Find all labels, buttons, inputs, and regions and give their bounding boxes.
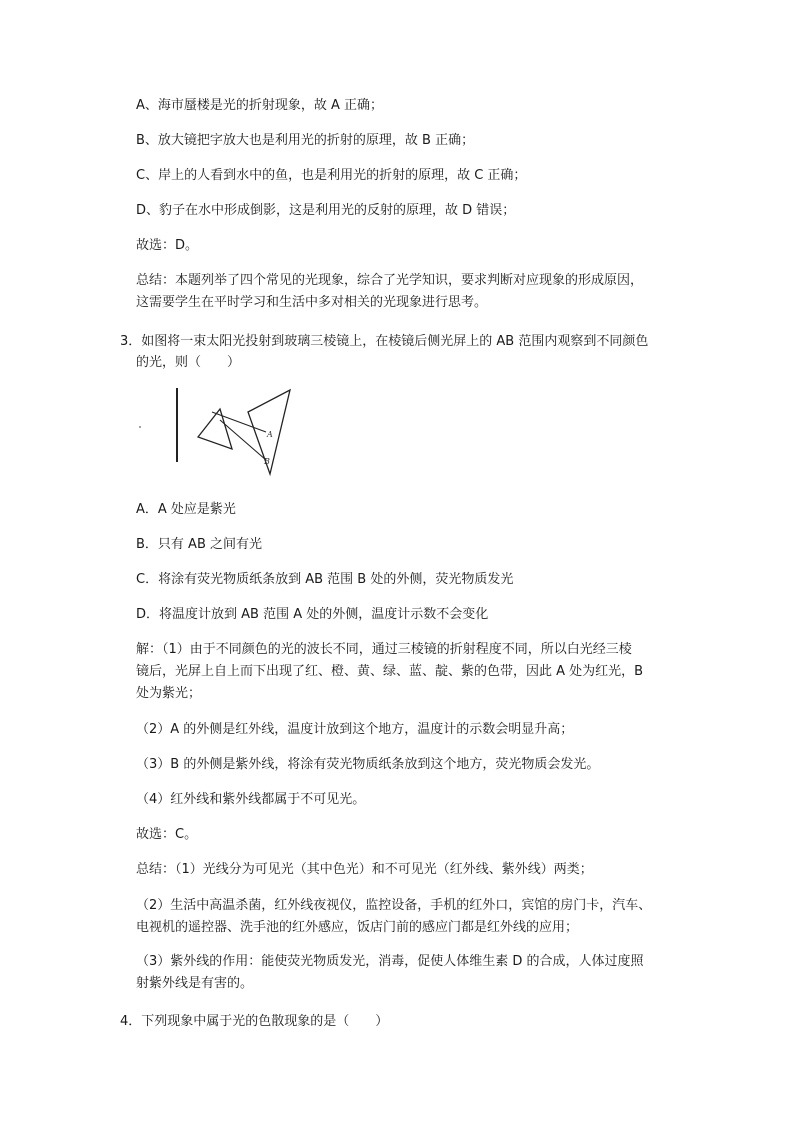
prism-figure <box>128 382 308 492</box>
q3-summary-line-4: （3）紫外线的作用：能使荧光物质发光，消毒，促使人体维生素 D 的合成，人体过度照 <box>136 954 644 969</box>
prev-option-a: A、海市蜃楼是光的折射现象，故 A 正确； <box>136 98 384 113</box>
prev-option-d: D、豹子在水中形成倒影，这是利用光的反射的原理，故 D 错误； <box>136 203 516 218</box>
q3-solution-line-5: （3）B 的外侧是紫外线，将涂有荧光物质纸条放到这个地方，荧光物质会发光。 <box>136 757 600 772</box>
q3-option-d: D．将温度计放到 AB 范围 A 处的外侧，温度计示数不会变化 <box>136 607 489 622</box>
q3-summary-line-2: （2）生活中高温杀菌，红外线夜视仪，监控设备，手机的红外口，宾馆的房门卡，汽车、 <box>136 898 652 913</box>
q3-option-a: A．A 处应是紫光 <box>136 502 236 517</box>
q3-summary-line-1: 总结：（1）光线分为可见光（其中色光）和不可见光（红外线、紫外线）两类； <box>136 862 593 877</box>
q3-summary-line-3: 电视机的遥控器、洗手池的红外感应，饭店门前的感应门都是红外线的应用； <box>136 920 579 935</box>
q3-solution-line-6: （4）红外线和紫外线都属于不可见光。 <box>136 792 366 807</box>
prev-option-c: C、岸上的人看到水中的鱼，也是利用光的折射的原理，故 C 正确； <box>136 168 527 183</box>
q3-summary-line-5: 射紫外线是有害的。 <box>136 976 254 991</box>
q4-stem: 4．下列现象中属于光的色散现象的是（ ） <box>120 1014 389 1029</box>
prev-option-b: B、放大镜把字放大也是利用光的折射的原理，故 B 正确； <box>136 133 475 148</box>
prev-summary-line-2: 这需要学生在平时学习和生活中多对相关的光现象进行思考。 <box>136 295 488 310</box>
q3-solution-line-1: 解：（1）由于不同颜色的光的波长不同，通过三棱镜的折射程度不同，所以白光经三棱 <box>136 642 632 657</box>
screen-label-a: A <box>267 430 273 439</box>
prism-triangle <box>198 409 232 449</box>
q3-option-c: C．将涂有荧光物质纸条放到 AB 范围 B 处的外侧，荧光物质发光 <box>136 572 514 587</box>
q3-answer: 故选：C。 <box>136 827 198 842</box>
prev-answer: 故选：D。 <box>136 238 199 253</box>
refracted-ray <box>220 420 266 460</box>
q3-solution-line-4: （2）A 的外侧是红外线，温度计放到这个地方，温度计的示数会明显升高； <box>136 722 574 737</box>
light-source-dot <box>139 426 141 428</box>
incident-ray <box>212 412 266 432</box>
prev-summary-line-1: 总结：本题列举了四个常见的光现象，综合了光学知识，要求判断对应现象的形成原因， <box>136 273 644 288</box>
q3-option-b: B．只有 AB 之间有光 <box>136 537 262 552</box>
q3-solution-line-2: 镜后，光屏上自上而下出现了红、橙、黄、绿、蓝、靛、紫的色带，因此 A 处为红光，B <box>136 664 644 679</box>
q3-stem-line-1: 3．如图将一束太阳光投射到玻璃三棱镜上，在棱镜后侧光屏上的 AB 范围内观察到不同颜色 <box>120 334 649 349</box>
q3-stem-line-2: 的光，则（ ） <box>136 355 241 370</box>
q3-solution-line-3: 处为紫光； <box>136 686 202 701</box>
screen-label-b: B <box>264 457 270 466</box>
